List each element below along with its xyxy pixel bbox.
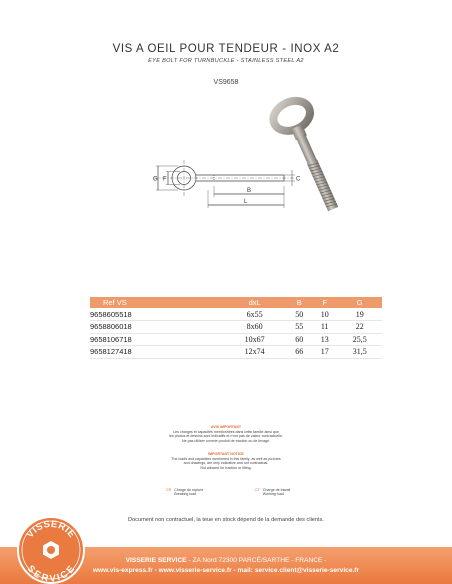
legend-working-load [255,488,290,497]
legend-text: Breaking load [174,492,197,497]
legend-text: Working load [262,492,284,497]
technical-drawing [144,152,314,214]
notice-line: The loads and capacities mentioned in this family, as well as pictures [171,456,281,461]
table-header-row [90,297,382,308]
table-cell: 11 [312,321,337,334]
table-row [90,308,382,321]
notice-english-heading: IMPORTANT NOTICE [208,452,244,456]
table-cell: 12x74 [223,346,287,359]
table-cell: 13 [312,333,337,346]
notice-line: Ne pas utiliser comme produit de traction ou de levage. [182,438,270,443]
table-cell: 10 [312,308,337,321]
table-cell: 22 [337,321,382,334]
notice-line: and drawings, are only indicative and not contractual. [183,461,269,466]
table-cell: 6x55 [223,308,287,321]
visserie-service-logo [16,515,86,584]
product-title: VIS A OEIL POUR TENDEUR - INOX A2 [112,43,340,55]
column-header: B [286,297,311,308]
legend-code: CR [166,488,172,492]
table-cell: 66 [286,346,311,359]
dim-label-b: B [247,188,252,194]
column-header: F [312,297,337,308]
product-reference: VS9658 [213,79,239,86]
table-cell: 60 [286,333,311,346]
table-row [90,333,382,346]
footer-brand: VISSERIE SERVICE [125,557,187,564]
table-cell: 9658806018 [90,321,223,334]
footer-contacts[interactable]: www.vis-express.fr - www.visserie-service.fr - mail: service.client@visserie-service.fr [92,567,360,574]
dim-label-l: L [244,199,248,205]
table-cell: 25,5 [337,333,382,346]
footer-address: - ZA Nord 72300 PARCÉ/SARTHE - FRANCE - [186,557,327,564]
legend-breaking-load [166,488,203,497]
notice-line: les photos et dessins sont indicatifs et n'ont pas de valeur contractuelle. [169,434,283,439]
notice-french-heading: AVIS IMPORTANT [210,425,242,429]
column-header: dxL [223,297,287,308]
legend-text: Charge de rupture [174,488,204,492]
table-row [90,346,382,359]
table-cell: 9658127418 [90,346,223,359]
notice-english [100,452,352,470]
product-subtitle: EYE BOLT FOR TURNBUCKLE - STAINLESS STEEL A2 [148,58,304,64]
table-cell: 17 [312,346,337,359]
column-header: G [337,297,382,308]
table-cell: 50 [286,308,311,321]
table-cell: 31,5 [337,346,382,359]
legend-code: CT [255,488,260,492]
table-cell: 8x60 [223,321,287,334]
table-row [90,321,382,334]
notice-french [100,425,352,443]
table-cell: 19 [337,308,382,321]
table-cell: 9658106718 [90,333,223,346]
table-cell: 10x67 [223,333,287,346]
table-cell: 9658605518 [90,308,223,321]
column-header: Ref VS [90,297,223,308]
dim-label-g: G [153,176,158,183]
legend-text: Charge de travail [262,488,291,492]
logo-top-text: VISSERIE [24,518,78,541]
disclaimer-text: Document non contractuel, la teue en stock dépend de la demande des clients. [128,517,324,523]
specifications-table [90,297,382,359]
dim-label-f: F [163,176,167,183]
logo-bottom-text: SERVICE [24,563,78,584]
dim-label-c: C [296,176,301,183]
table-cell: 55 [286,321,311,334]
notice-line: Les charges et capacités mentionnées dans cette famille ainsi que [173,429,279,434]
notice-line: Not allowed for traction or lifting. [200,465,252,470]
